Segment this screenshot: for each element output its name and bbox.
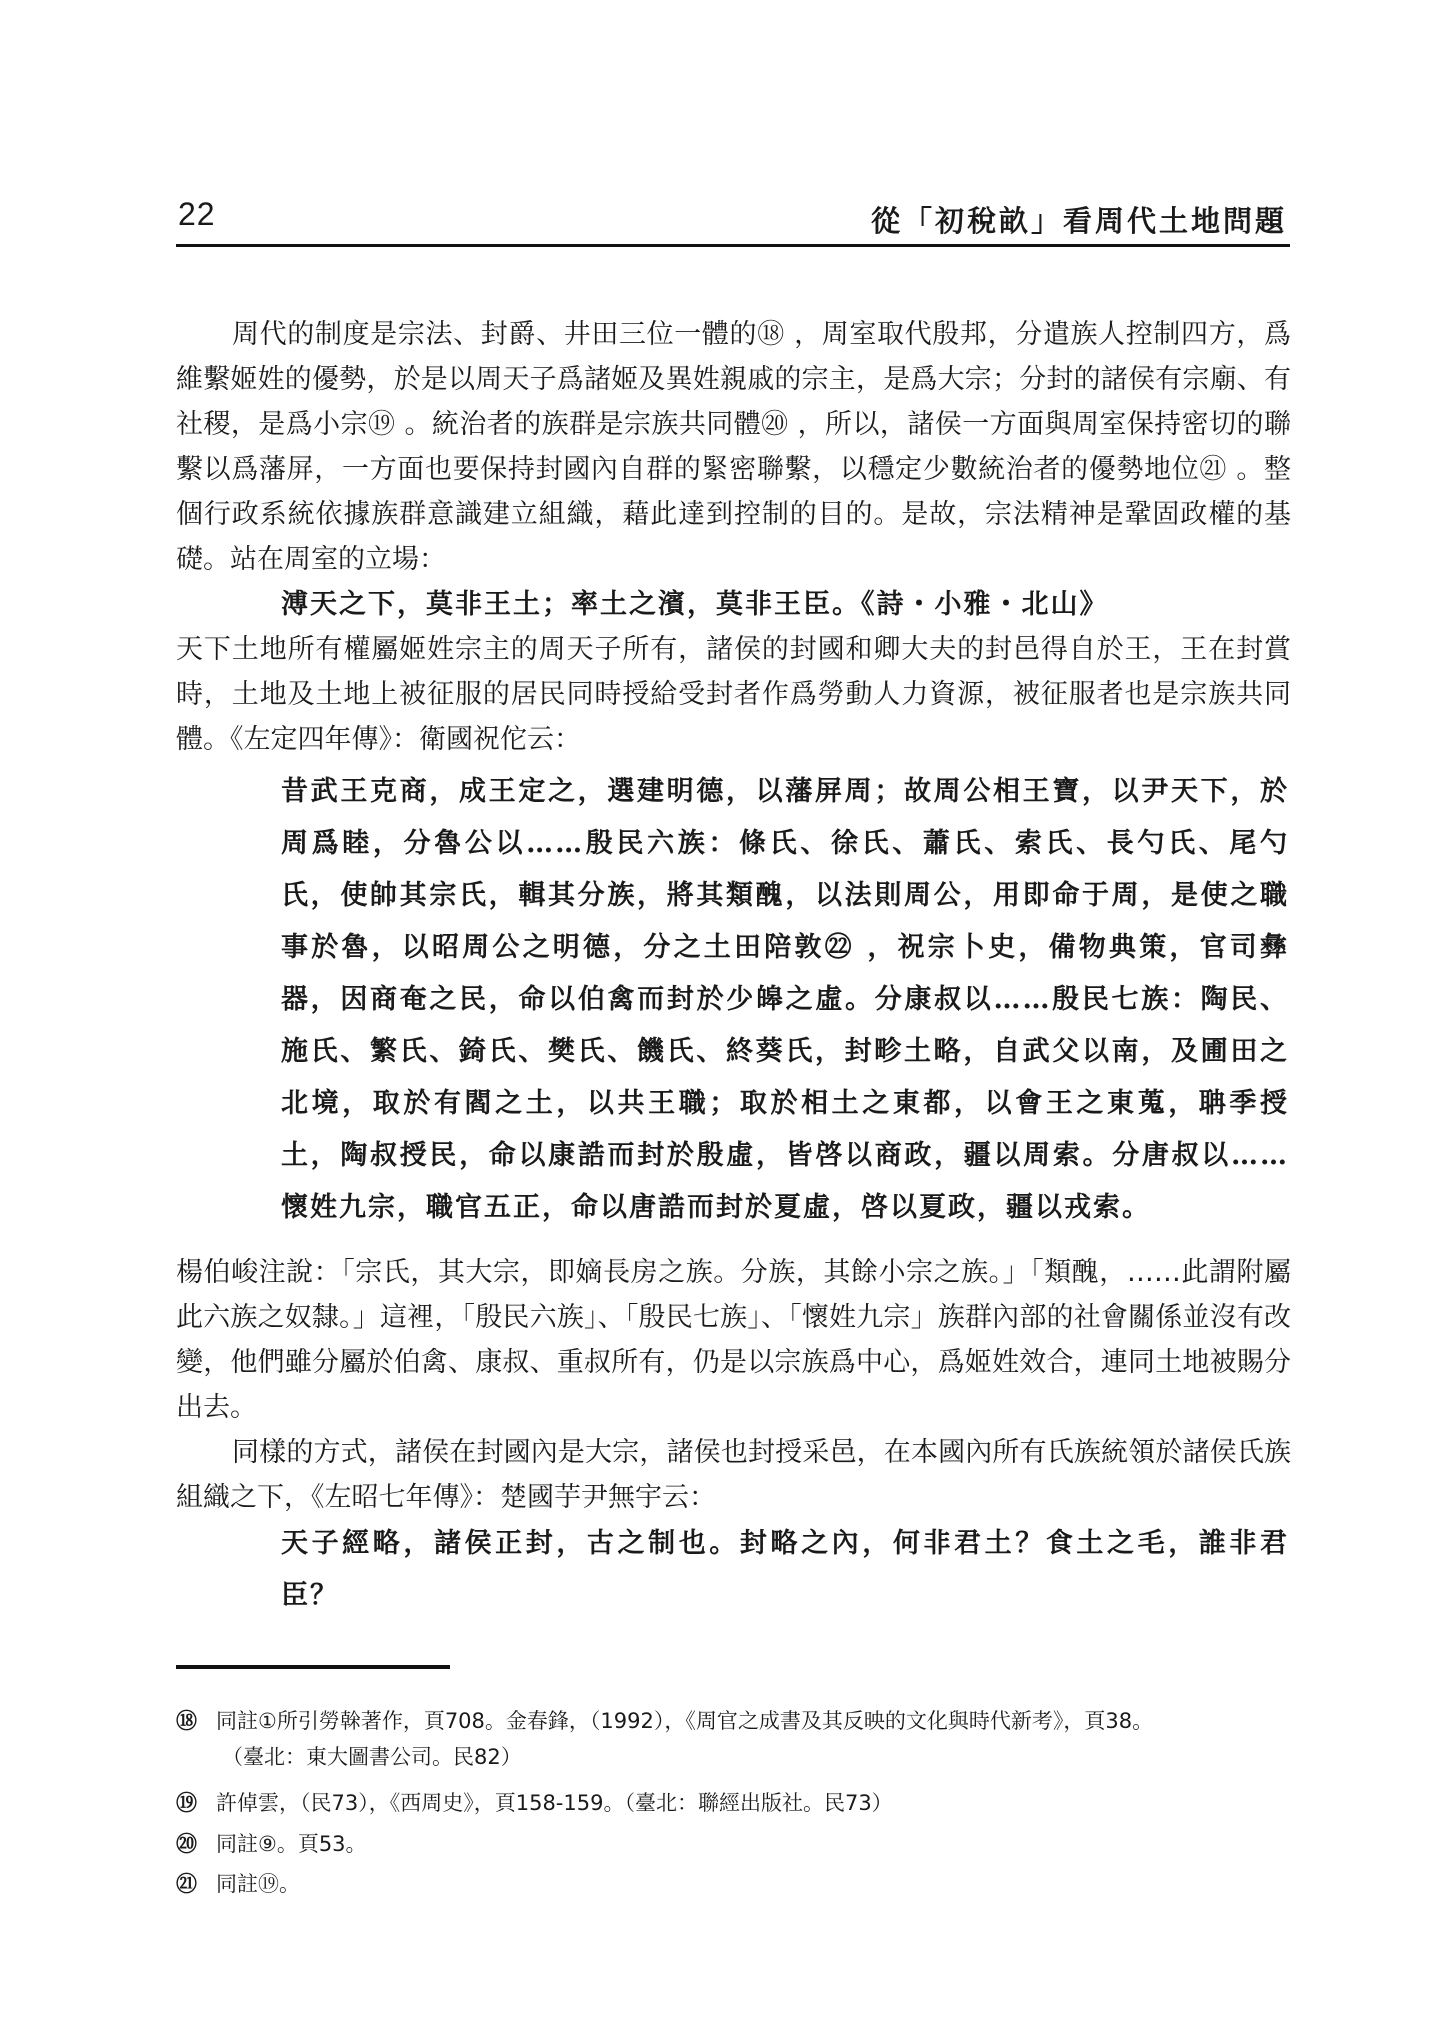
footnote-19 xyxy=(176,1785,1291,1821)
paragraph-3: 楊伯峻注說：「宗氏，其大宗，即嫡長房之族。分族，其餘小宗之族。」「類醜，……此謂附屬此六族之奴隸。」這裡，「殷民六族」、「殷民七族」、「懷姓九宗」族群內部的社會關係並沒有改變，他們雖分屬於伯禽、康叔、重叔所有，仍是以宗族爲中心，爲姬姓效合，連同土地被賜分出去。 xyxy=(176,1257,1291,1423)
page-number: 22 xyxy=(178,196,216,232)
footnote-text: 同註⑨。頁53。 xyxy=(216,1832,367,1856)
footnote-20 xyxy=(176,1826,1291,1862)
footnote-text: 許倬雲，（民73），《西周史》，頁158-159。（臺北：聯經出版社。民73） xyxy=(216,1791,893,1815)
footnote-mark: ㉑ xyxy=(176,1872,197,1896)
footnote-mark: ⑳ xyxy=(176,1832,197,1856)
footnote-18 xyxy=(176,1703,1291,1775)
quote-3: 天子經略，諸侯正封，古之制也。封略之內，何非君土？食土之毛，誰非君臣？ xyxy=(281,1528,1289,1611)
footnote-text: 同註⑲。 xyxy=(216,1872,300,1896)
footnote-mark: ⑲ xyxy=(176,1791,197,1815)
paragraph-1: 周代的制度是宗法、封爵、井田三位一體的⑱ ，周室取代殷邦，分遣族人控制四方，爲維繫姬姓的優勢，於是以周天子爲諸姬及異姓親戚的宗主，是爲大宗；分封的諸侯有宗廟、有社稷，是爲小宗⑲ 。統治者的族群是宗族共同體⑳ ，所以，諸侯一方面與周室保持密切的聯繫以爲藩屏，一方面也要保持封國內自群的緊密聯繫，以穩定少數統治者的優勢地位㉑ 。整個行政系統依據族群意識建立組織，藉此達到控制的目的。是故，宗法精神是鞏固政權的基礎。站在周室的立場： xyxy=(176,319,1291,575)
running-title: 從「初稅畝」看周代土地問題 xyxy=(870,204,1287,238)
footnote-text: 同註①所引勞榦著作，頁708。金春鋒，（1992），《周官之成書及其反映的文化與時代新考》，頁38。 xyxy=(216,1709,1154,1733)
paragraph-4: 同樣的方式，諸侯在封國內是大宗，諸侯也封授采邑，在本國內所有氏族統領於諸侯氏族組織之下，《左昭七年傳》：楚國芋尹無宇云： xyxy=(176,1437,1291,1513)
footnote-text-continued: （臺北：東大圖書公司。民82） xyxy=(222,1745,522,1769)
footnote-21 xyxy=(176,1866,1291,1902)
quote-2: 昔武王克商，成王定之，選建明德，以藩屏周；故周公相王寶，以尹天下，於周爲睦，分魯公以……殷民六族：條氏、徐氏、蕭氏、索氏、長勺氏、尾勺氏，使帥其宗氏，輯其分族，將其類醜，以法則周公，用即命于周，是使之職事於魯，以昭周公之明德，分之土田陪敦㉒ ，祝宗卜史，備物典策，官司彝器，因商奄之民，命以伯禽而封於少皞之虛。分康叔以……殷民七族：陶民、施氏、繁氏、錡氏、樊氏、饑氏、終葵氏，封畛土略，自武父以南，及圃田之北境，取於有閻之土，以共王職；取於相土之東都，以會王之東蒐，聃季授土，陶叔授民，命以康誥而封於殷虛，皆啓以商政，疆以周索。分唐叔以……懷姓九宗，職官五正，命以唐誥而封於夏虛，啓以夏政，疆以戎索。 xyxy=(281,776,1289,1223)
paragraph-2: 天下土地所有權屬姬姓宗主的周天子所有，諸侯的封國和卿大夫的封邑得自於王，王在封賞時，土地及土地上被征服的居民同時授給受封者作爲勞動人力資源，被征服者也是宗族共同體。《左定四年傳》：衛國祝佗云： xyxy=(176,634,1291,755)
footnote-mark: ⑱ xyxy=(176,1709,197,1733)
footnote-rule xyxy=(176,1665,450,1669)
quote-1: 溥天之下，莫非王土；率土之濱，莫非王臣。《詩・小雅・北山》 xyxy=(281,589,1109,620)
header-rule xyxy=(176,244,1290,247)
